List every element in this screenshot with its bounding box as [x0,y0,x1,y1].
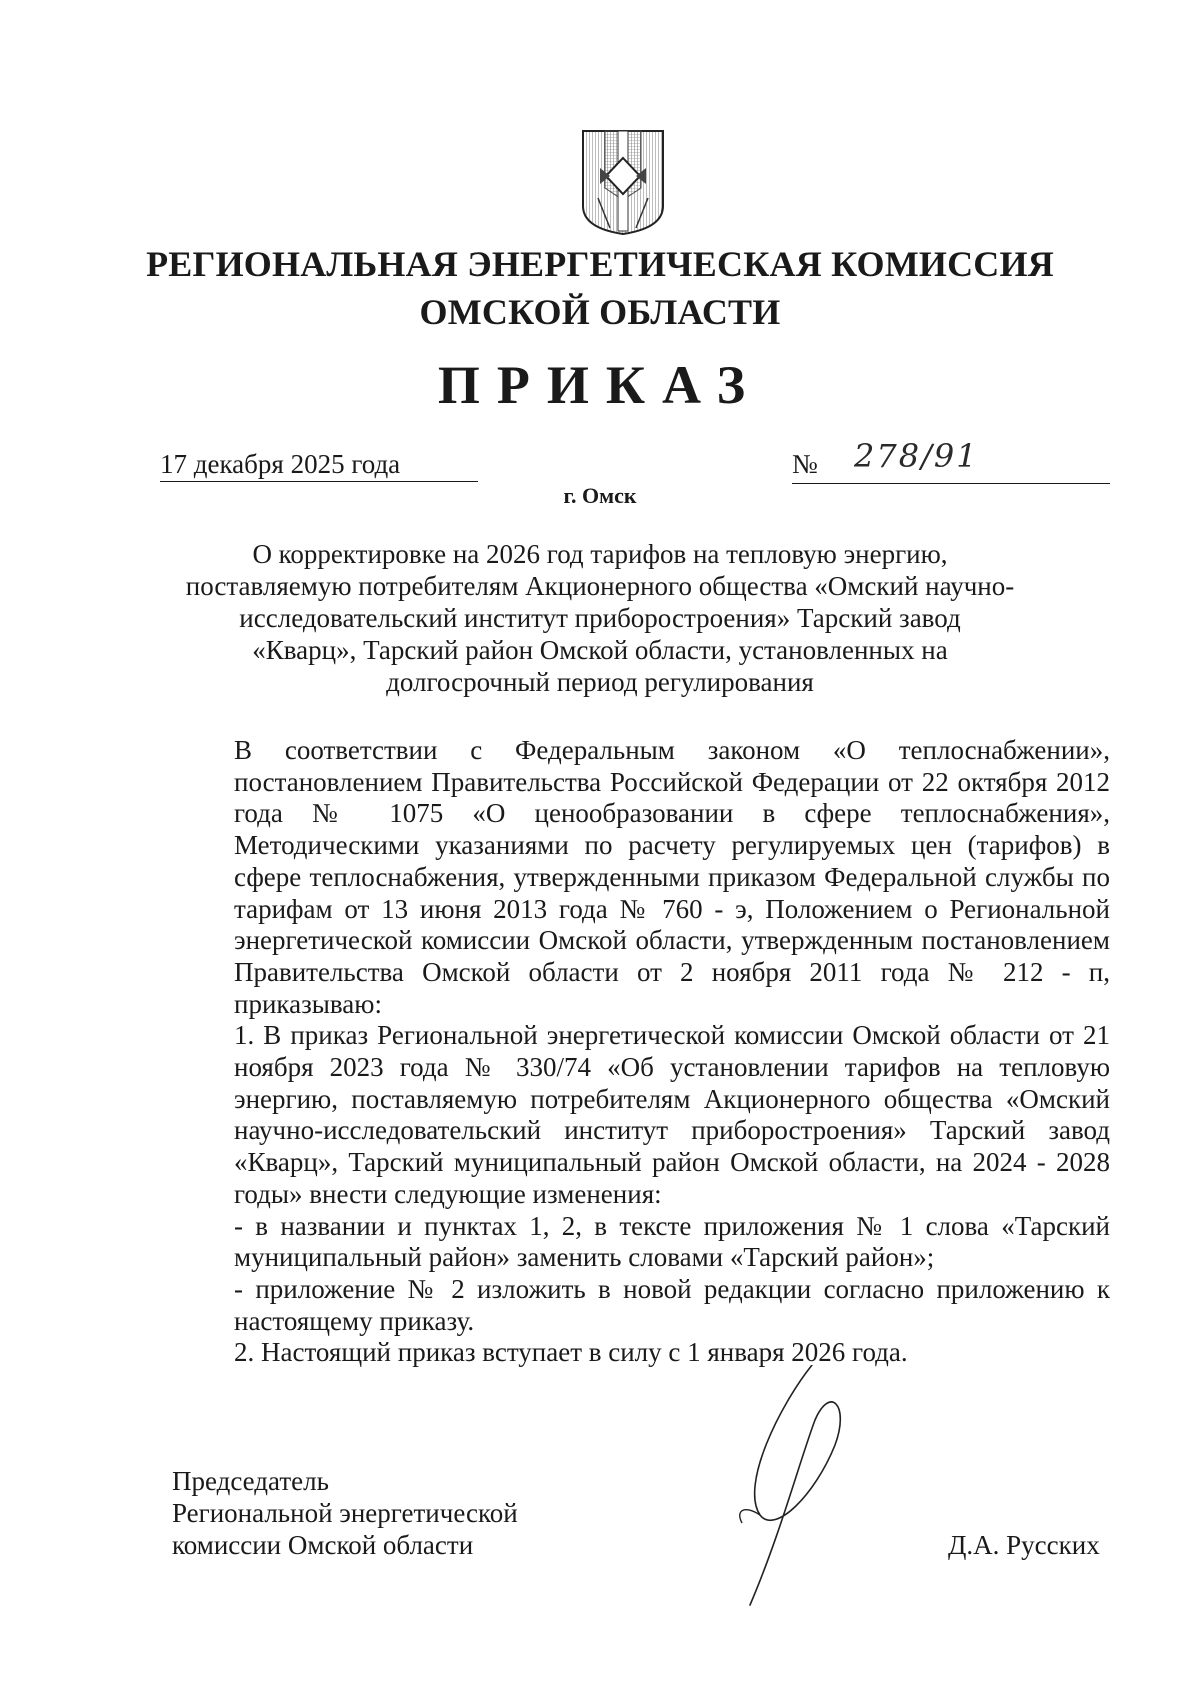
item-1-paragraph: 1. В приказ Региональной энергетической комиссии Омской области от 21 ноября 2023 года № 330/74 «Об установлении тарифов на тепловую энергию, поставляемую потребителям Акционерного общества «Омский научно-исследовательский институт приборостроения» Тарский завод «Кварц», Тарский муниципальный район Омской области, на 2024 - 2028 годы» внести следующие изменения: [234,1020,1110,1209]
subject-line: «Кварц», Тарский район Омской области, установленных на [252,635,948,665]
order-number-field [792,437,1110,484]
signatory-name: Д.А. Русских [948,1530,1100,1560]
item-2-paragraph: 2. Настоящий приказ вступает в силу с 1 января 2026 года. [234,1337,908,1368]
preamble-paragraph: В соответствии с Федеральным законом «О теплоснабжении», постановлением Правительства Российской Федерации от 22 октября 2012 года № 1075 «О ценообразовании в сфере теплоснабжения», Методическими указаниями по расчету регулируемых цен (тарифов) в сфере теплоснабжения, утвержденными приказом Федеральной службы по тарифам от 13 июня 2013 года № 760 - э, Положением о Региональной энергетической комиссии Омской области, утвержденным постановлением Правительства Омской области от 2 ноября 2011 года № 212 - п, приказываю: [234,735,1110,1019]
signatory-position-line: комиссии Омской области [172,1530,474,1560]
subject-line: О корректировке на 2026 год тарифов на тепловую энергию, [252,539,948,569]
order-subject [170,538,1030,698]
order-number-label: № [792,449,818,479]
organization-name-line-1: РЕГИОНАЛЬНАЯ ЭНЕРГЕТИЧЕСКАЯ КОМИССИЯ [146,244,1054,284]
subject-line: долгосрочный период регулирования [386,667,814,697]
handwritten-signature-icon [720,1365,880,1615]
omsk-region-coat-of-arms-icon [580,128,666,236]
order-date: 17 декабря 2025 года [160,447,478,482]
signatory-position-line: Региональной энергетической [172,1498,518,1528]
signatory-position-line: Председатель [172,1466,329,1496]
subject-line: поставляемую потребителям Акционерного общества «Омский научно- [185,571,1015,601]
issue-city: г. Омск [563,483,637,508]
document-type-title: ПРИКАЗ [437,355,763,415]
item-1-subitem-b: - приложение № 2 изложить в новой редакции согласно приложению к настоящему приказу. [234,1273,1110,1336]
subject-line: исследовательский институт приборостроения» Тарский завод [239,603,961,633]
item-1-subitem-a: - в названии и пунктах 1, 2, в тексте приложения № 1 слова «Тарский муниципальный район» заменить словами «Тарский район»; [234,1210,1110,1273]
order-body [160,735,1110,1369]
order-number-handwritten: 278/91 [854,437,979,475]
signatory-position [172,1465,518,1561]
organization-name-line-2: ОМСКОЙ ОБЛАСТИ [419,292,781,332]
